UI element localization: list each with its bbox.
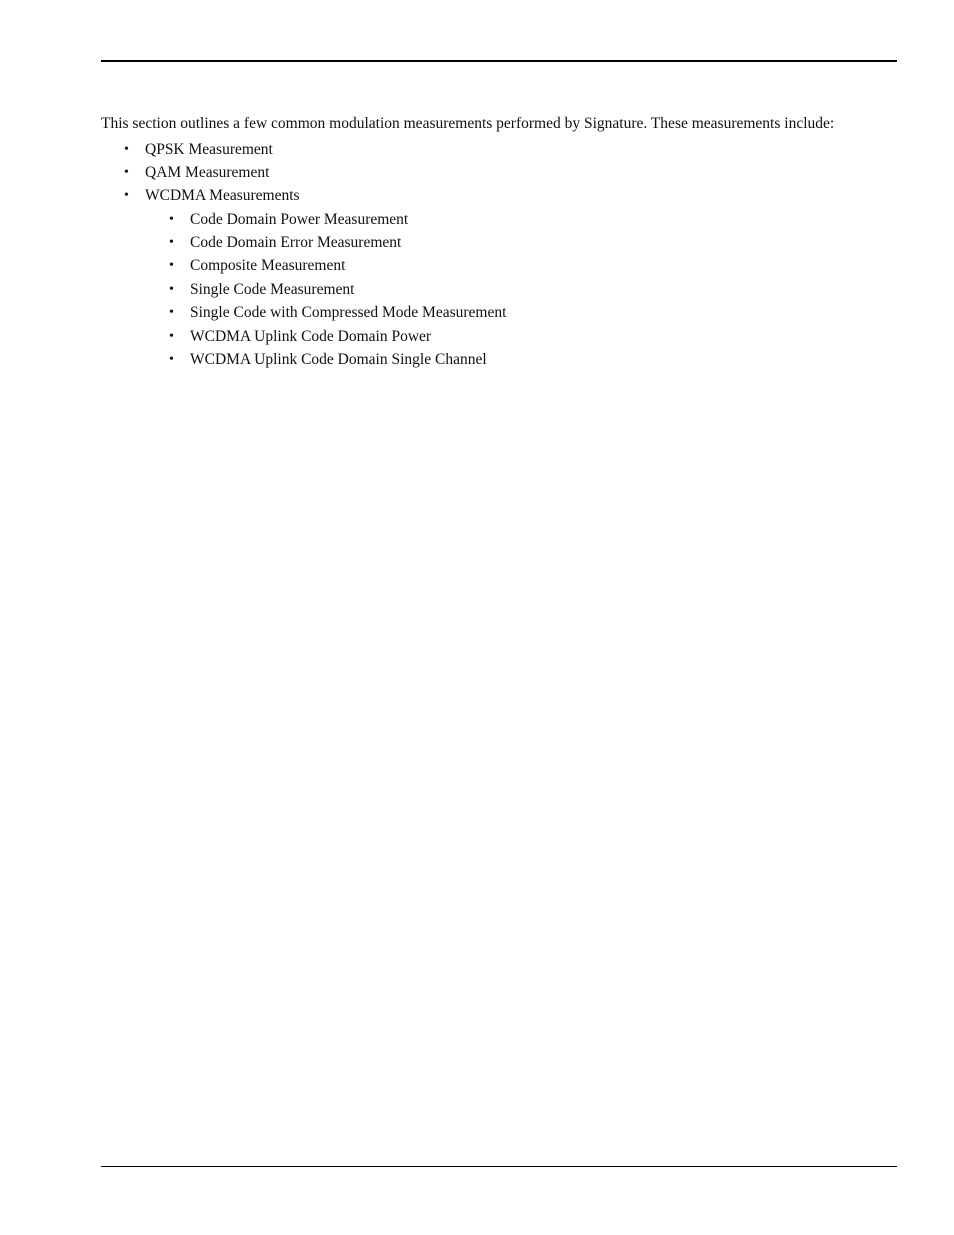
sublist-item [101,281,897,304]
list-item [101,141,897,164]
sublist-item [101,351,897,374]
sublist-item [101,304,897,327]
bullet-icon: • [169,328,174,344]
sublist-item [101,211,897,234]
sublist-item-text: Single Code Measurement [190,280,355,298]
header-rule [101,60,897,62]
sublist-item-text: Single Code with Compressed Mode Measurement [190,304,507,322]
bullet-icon: • [169,211,174,227]
list-item-text: QAM Measurement [145,163,270,181]
sublist-item-text: WCDMA Uplink Code Domain Single Channel [190,351,487,369]
bullet-icon: • [124,188,129,204]
bullet-icon: • [124,164,129,180]
sublist-item [101,328,897,351]
bullet-icon: • [169,235,174,251]
list-item-text: WCDMA Measurements [145,187,300,205]
sublist-item [101,257,897,280]
list-item-text: QPSK Measurement [145,140,273,158]
intro-paragraph: This section outlines a few common modulation measurements performed by Signature. These measurements include: [101,115,835,132]
document-body [101,115,897,374]
wcdma-sublist [101,211,897,375]
list-item [101,164,897,187]
bullet-icon: • [169,258,174,274]
bullet-icon: • [169,352,174,368]
bullet-icon: • [169,305,174,321]
sublist-item-text: WCDMA Uplink Code Domain Power [190,327,432,345]
sublist-item-text: Code Domain Power Measurement [190,210,409,228]
list-item [101,187,897,210]
bullet-icon: • [169,281,174,297]
bullet-icon: • [124,141,129,157]
sublist-item-text: Composite Measurement [190,257,346,275]
sublist-item [101,234,897,257]
sublist-item-text: Code Domain Error Measurement [190,234,402,252]
footer-rule [101,1166,897,1167]
measurement-list [101,141,897,211]
